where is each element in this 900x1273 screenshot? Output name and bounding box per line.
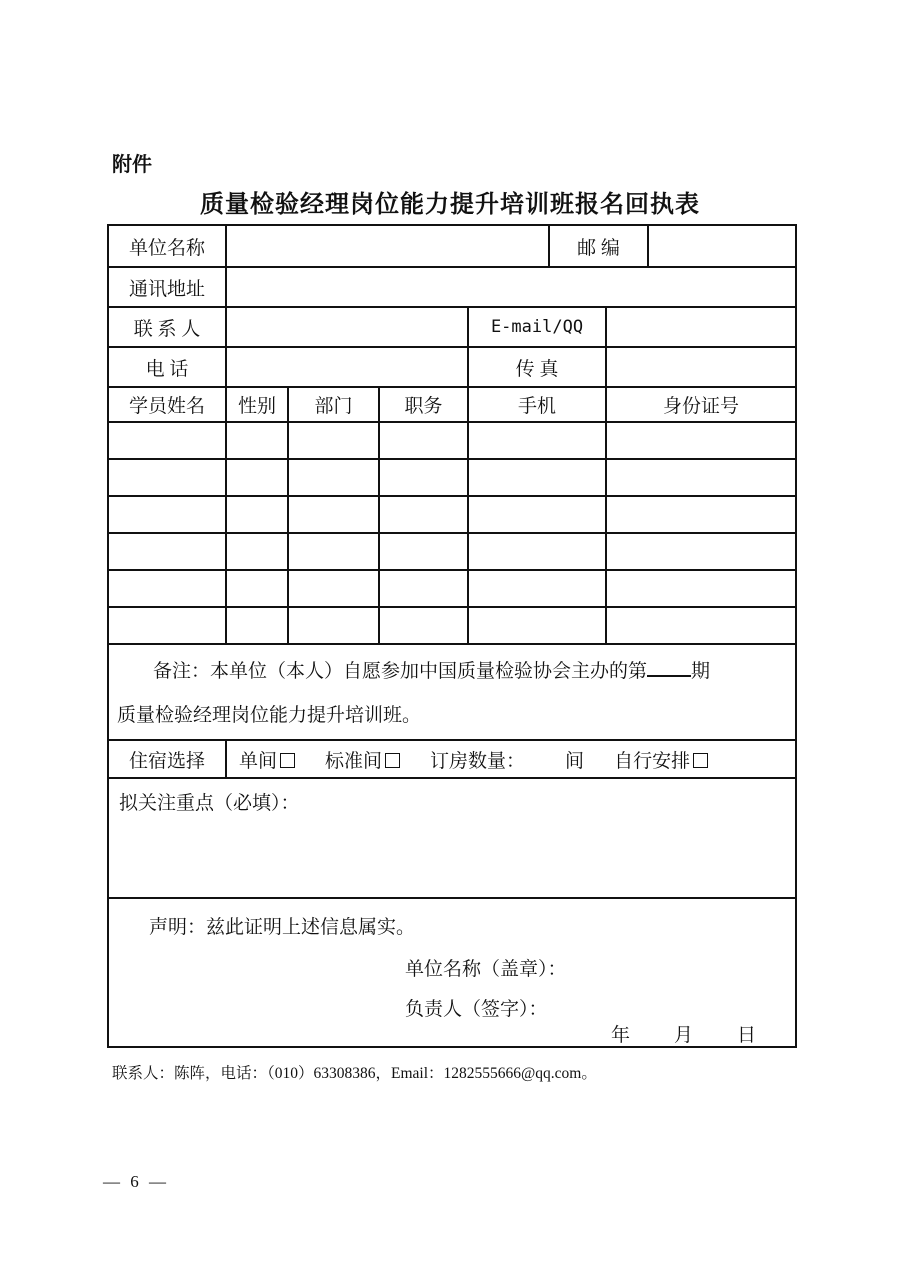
postal-code-label: 邮 编 <box>550 226 649 266</box>
remarks-row <box>109 645 795 741</box>
mobile-cell <box>469 534 607 569</box>
remarks-cell <box>109 645 795 739</box>
self-arrange-label: 自行安排 <box>614 750 691 772</box>
accommodation-label: 住宿选择 <box>109 741 227 777</box>
company-name-value-cell <box>227 226 550 266</box>
student-empty-row <box>109 608 795 645</box>
student-empty-row <box>109 423 795 460</box>
declaration-statement: 声明：兹此证明上述信息属实。 <box>149 917 416 938</box>
fax-label: 传 真 <box>469 348 607 386</box>
booking-quantity-label: 订房数量： <box>430 750 526 772</box>
gender-cell <box>227 497 289 532</box>
id-number-cell <box>607 534 795 569</box>
position-cell <box>380 497 469 532</box>
row-mailing-address <box>109 268 795 308</box>
gender-cell <box>227 423 289 458</box>
gender-cell <box>227 608 289 643</box>
email-qq-value-cell <box>607 308 795 346</box>
fax-value-cell <box>607 348 795 386</box>
id-number-cell <box>607 497 795 532</box>
gender-cell <box>227 534 289 569</box>
session-number-blank <box>647 655 691 677</box>
standard-room-checkbox <box>385 753 400 768</box>
standard-room-option <box>325 746 400 773</box>
focus-points-label: 拟关注重点（必填）： <box>119 793 300 814</box>
remarks-text-after-blank: 期 <box>691 661 711 682</box>
student-name-cell <box>109 608 227 643</box>
mobile-cell <box>469 460 607 495</box>
standard-room-label: 标准间 <box>325 750 383 772</box>
student-empty-row <box>109 534 795 571</box>
remarks-text-before-blank: 备注：本单位（本人）自愿参加中国质量检验协会主办的第 <box>153 661 648 682</box>
header-id-number: 身份证号 <box>662 396 739 417</box>
row-phone <box>109 348 795 388</box>
mobile-cell <box>469 608 607 643</box>
students-header-row <box>109 388 795 423</box>
date-line: 年 月 日 <box>611 1025 759 1046</box>
gender-cell <box>227 571 289 606</box>
header-department: 部门 <box>289 388 380 421</box>
mobile-cell <box>469 497 607 532</box>
contact-person-value-cell <box>227 308 469 346</box>
id-number-cell <box>607 423 795 458</box>
department-cell <box>289 423 380 458</box>
single-room-label: 单间 <box>239 750 278 772</box>
declaration-cell <box>109 899 795 1046</box>
phone-label: 电 话 <box>109 348 227 386</box>
header-gender: 性别 <box>227 388 289 421</box>
phone-value-cell <box>227 348 469 386</box>
accommodation-row <box>109 741 795 779</box>
self-arrange-option <box>614 746 708 773</box>
position-cell <box>380 608 469 643</box>
department-cell <box>289 608 380 643</box>
header-position: 职务 <box>380 388 469 421</box>
self-arrange-checkbox <box>693 753 708 768</box>
department-cell <box>289 571 380 606</box>
mailing-address-value-cell <box>227 268 795 306</box>
position-cell <box>380 423 469 458</box>
student-name-cell <box>109 460 227 495</box>
row-company-name <box>109 226 795 268</box>
header-student-name: 学员姓名 <box>109 388 227 421</box>
id-number-cell <box>607 608 795 643</box>
page-title: 质量检验经理岗位能力提升培训班报名回执表 <box>200 192 700 218</box>
department-cell <box>289 497 380 532</box>
single-room-option <box>239 746 295 773</box>
focus-points-cell <box>109 779 795 897</box>
email-qq-label: E-mail/QQ <box>469 308 607 346</box>
mobile-cell <box>469 571 607 606</box>
postal-code-value-cell <box>649 226 795 266</box>
student-name-cell <box>109 534 227 569</box>
mobile-cell <box>469 423 607 458</box>
id-number-cell <box>607 571 795 606</box>
page-number: — 6 — <box>103 1172 169 1191</box>
position-cell <box>380 571 469 606</box>
row-contact-person <box>109 308 795 348</box>
declaration-row <box>109 899 795 1046</box>
department-cell <box>289 460 380 495</box>
department-cell <box>289 534 380 569</box>
quantity-unit-label: 间 <box>565 750 585 772</box>
attachment-label: 附件 <box>112 154 152 176</box>
mailing-address-label: 通讯地址 <box>109 268 227 306</box>
focus-points-row <box>109 779 795 899</box>
id-number-cell <box>607 460 795 495</box>
student-name-cell <box>109 497 227 532</box>
accommodation-options-cell <box>227 741 795 777</box>
position-cell <box>380 534 469 569</box>
student-empty-row <box>109 460 795 497</box>
responsible-signature-label: 负责人（签字）： <box>405 999 548 1020</box>
contact-person-label: 联 系 人 <box>109 308 227 346</box>
remarks-line-2: 质量检验经理岗位能力提升培训班。 <box>117 705 422 726</box>
footer-contact-line: 联系人：陈阵，电话：（010）63308386，Email：1282555666@qq.com。 <box>112 1065 597 1082</box>
student-name-cell <box>109 571 227 606</box>
student-empty-row <box>109 571 795 608</box>
company-seal-label: 单位名称（盖章）： <box>405 959 567 980</box>
single-room-checkbox <box>280 753 295 768</box>
gender-cell <box>227 460 289 495</box>
position-cell <box>380 460 469 495</box>
student-empty-row <box>109 497 795 534</box>
student-name-cell <box>109 423 227 458</box>
company-name-label: 单位名称 <box>109 226 227 266</box>
header-mobile: 手机 <box>469 388 607 421</box>
remarks-line-1 <box>117 650 785 694</box>
registration-form-table <box>107 224 797 1048</box>
